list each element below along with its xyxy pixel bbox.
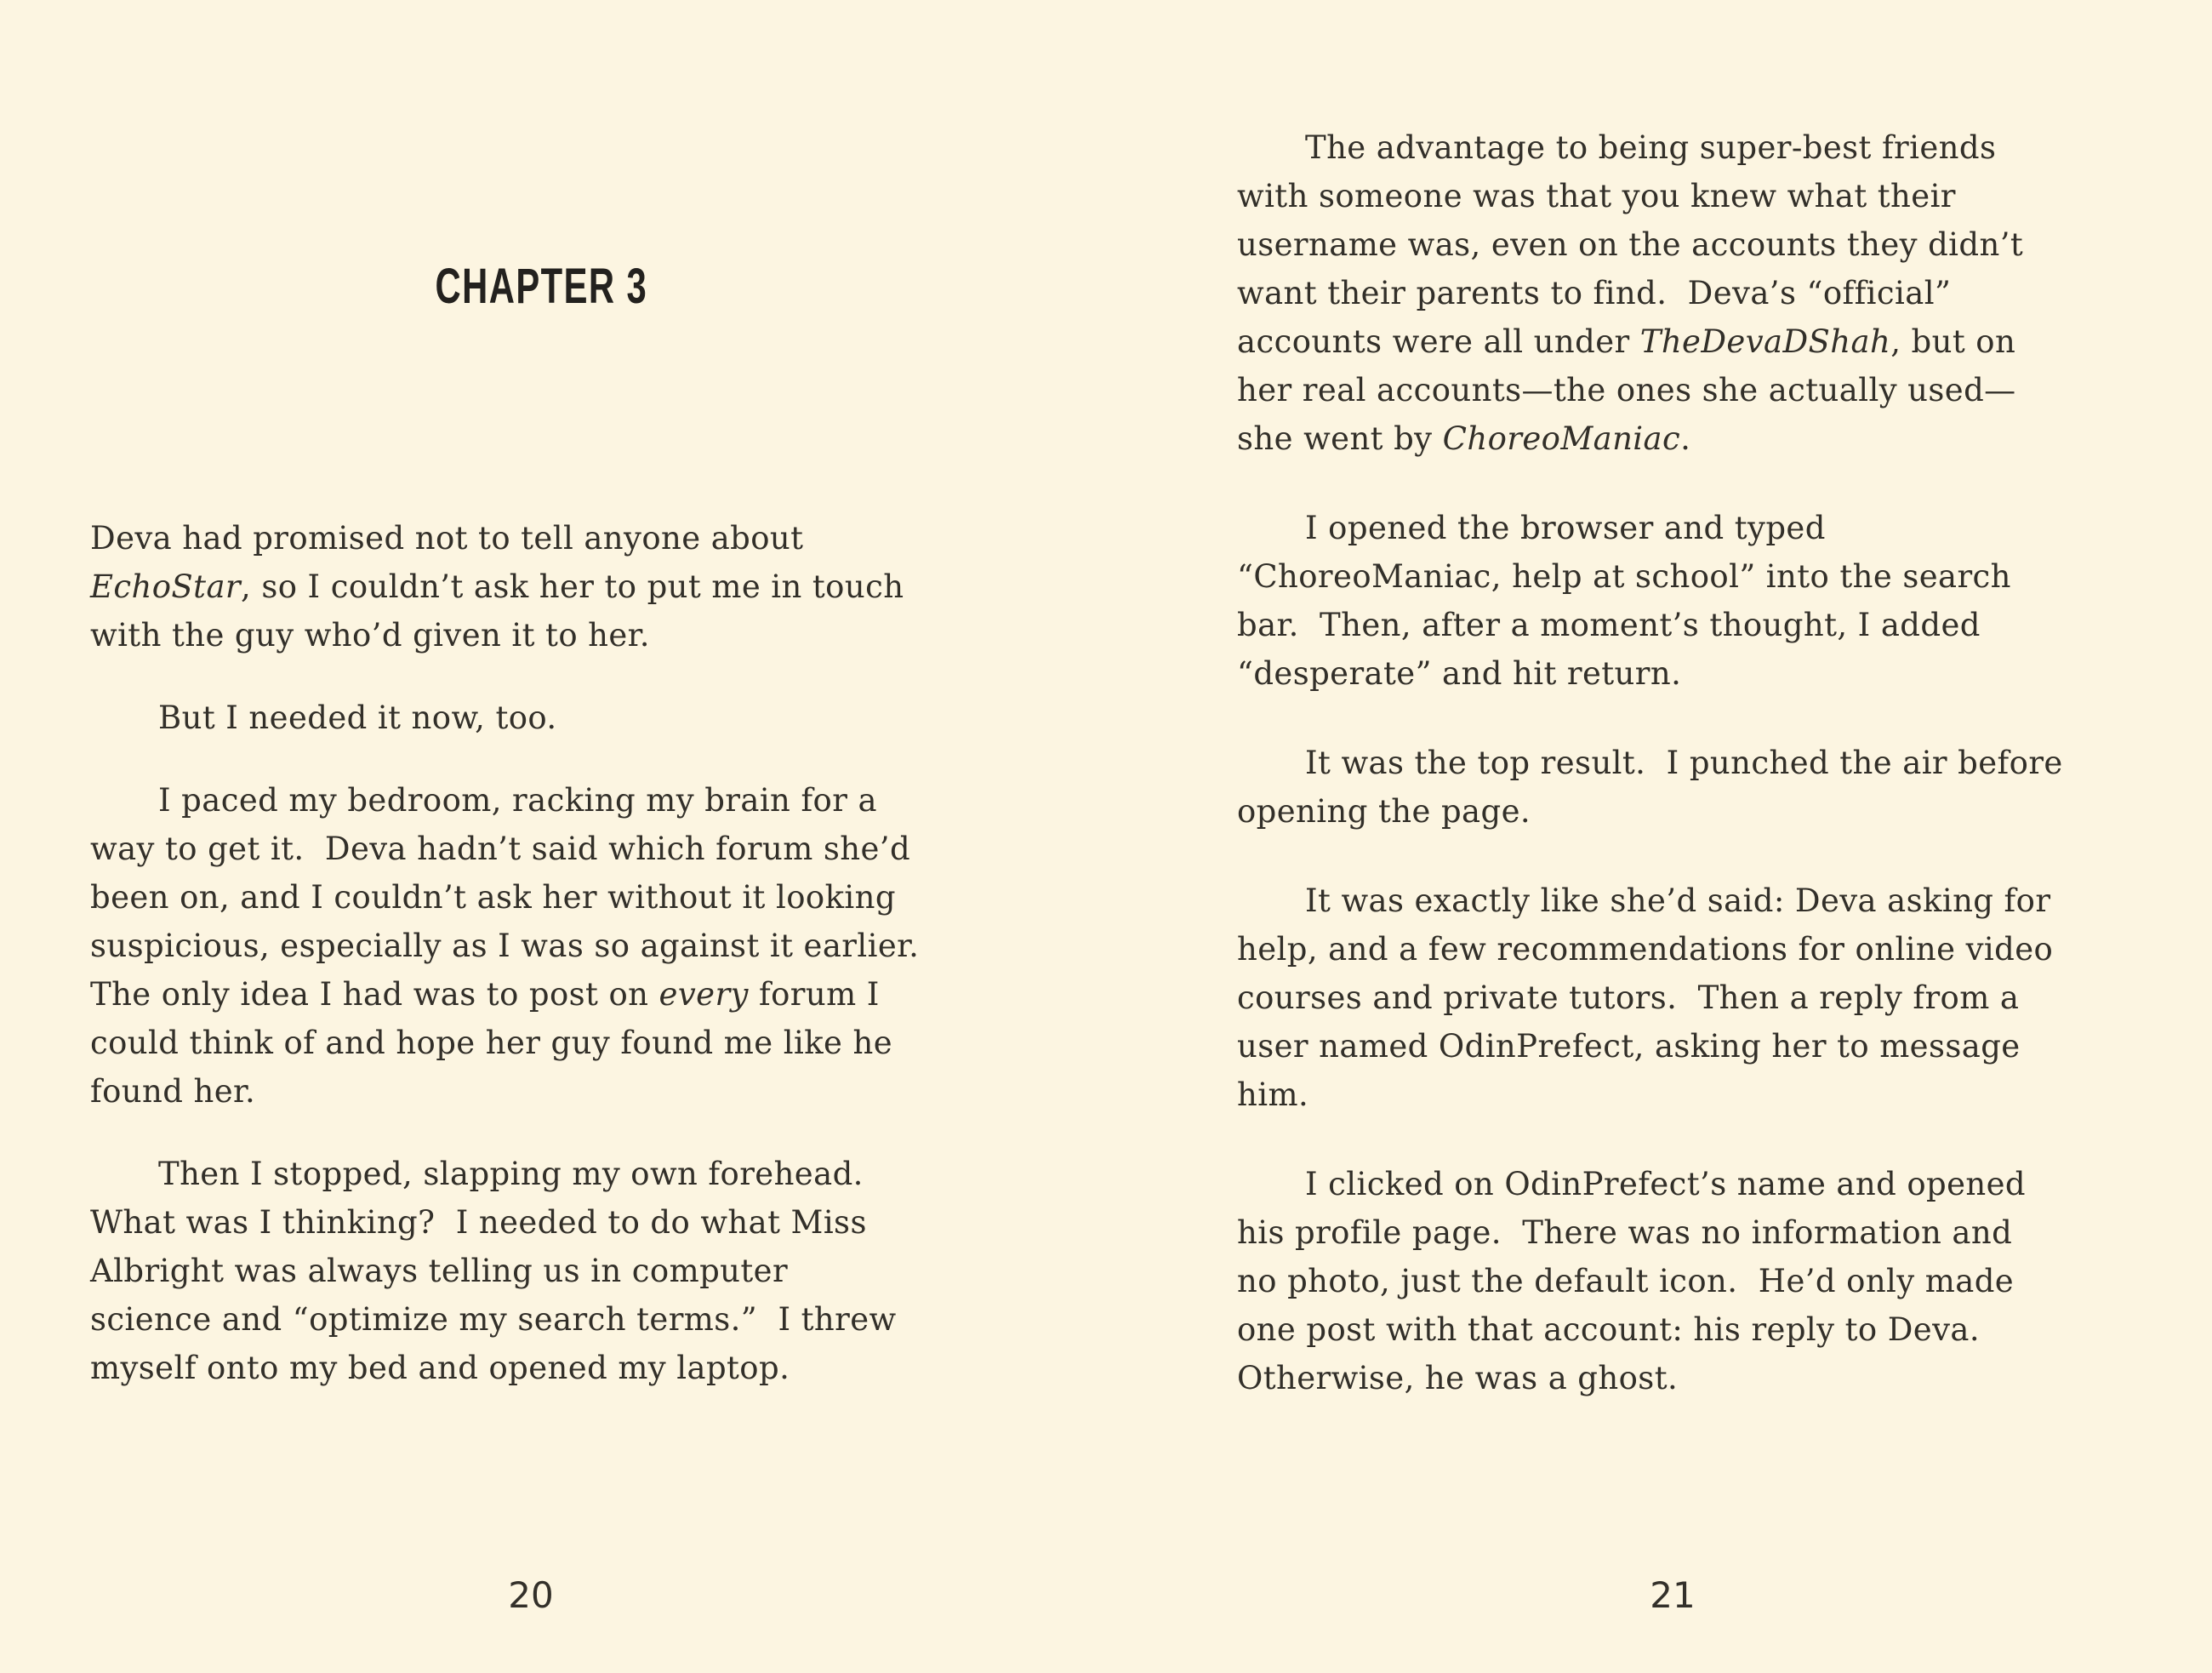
- text-segment: “desperate” and hit return.: [1237, 655, 1682, 692]
- text-line: [1237, 1071, 2156, 1119]
- text-segment: I opened the browser and typed: [1305, 510, 1826, 546]
- text-line: [90, 825, 1009, 873]
- text-segment: username was, even on the accounts they didn’t: [1237, 226, 2024, 263]
- text-segment: .: [1680, 420, 1691, 457]
- text-segment: forum I: [748, 976, 880, 1013]
- text-line: [1237, 414, 2156, 463]
- text-line: [1237, 317, 2156, 366]
- text-segment: found her.: [90, 1073, 256, 1110]
- text-line: [1237, 1305, 2156, 1354]
- italic-text-segment: every: [658, 976, 749, 1013]
- text-line: [90, 1247, 1009, 1295]
- left-page-text-block: [90, 514, 1009, 1392]
- italic-text-segment: ChoreoManiac: [1442, 420, 1681, 457]
- text-segment: one post with that account: his reply to Deva.: [1237, 1311, 1980, 1348]
- text-segment: It was exactly like she’d said: Deva asking for: [1305, 882, 2051, 919]
- text-line: [90, 776, 1009, 825]
- text-line: [1237, 739, 2156, 787]
- text-segment: opening the page.: [1237, 793, 1531, 830]
- text-line: [1237, 876, 2156, 925]
- text-segment: What was I thinking? I needed to do what Miss: [90, 1204, 867, 1241]
- paragraph: [90, 694, 1009, 742]
- text-segment: myself onto my bed and opened my laptop.: [90, 1350, 790, 1386]
- text-line: [1237, 123, 2156, 172]
- text-line: [1237, 974, 2156, 1022]
- text-line: [1237, 787, 2156, 836]
- text-segment: him.: [1237, 1076, 1309, 1113]
- paragraph: [1237, 739, 2156, 836]
- text-line: [1237, 366, 2156, 414]
- text-segment: suspicious, especially as I was so against it earlier.: [90, 928, 920, 964]
- text-line: [90, 1150, 1009, 1198]
- text-line: [1237, 1354, 2156, 1402]
- text-line: [90, 1198, 1009, 1247]
- text-segment: she went by: [1237, 420, 1443, 457]
- text-line: [90, 1295, 1009, 1344]
- text-segment: But I needed it now, too.: [158, 699, 557, 736]
- text-segment: no photo, just the default icon. He’d only made: [1237, 1263, 2015, 1299]
- paragraph: [1237, 123, 2156, 463]
- text-line: [90, 611, 1009, 659]
- text-line: [1237, 504, 2156, 552]
- text-segment: way to get it. Deva hadn’t said which forum she’d: [90, 831, 911, 867]
- text-segment: I paced my bedroom, racking my brain for a: [158, 782, 877, 819]
- text-segment: It was the top result. I punched the air before: [1305, 745, 2063, 781]
- text-segment: want their parents to find. Deva’s “official”: [1237, 275, 1952, 311]
- text-segment: Deva had promised not to tell anyone about: [90, 520, 804, 557]
- text-line: [1237, 220, 2156, 269]
- chapter-heading: [90, 259, 992, 314]
- text-segment: courses and private tutors. Then a reply from a: [1237, 979, 2020, 1016]
- paragraph: [90, 1150, 1009, 1392]
- left-page-number: 20: [508, 1574, 554, 1616]
- text-line: [90, 1019, 1009, 1067]
- text-line: [1237, 1022, 2156, 1071]
- text-line: [90, 970, 1009, 1019]
- text-line: [1237, 601, 2156, 649]
- text-segment: Albright was always telling us in computer: [90, 1253, 789, 1289]
- text-segment: with the guy who’d given it to her.: [90, 617, 650, 654]
- right-page-text-block: [1237, 123, 2156, 1402]
- text-segment: her real accounts—the ones she actually used—: [1237, 372, 2016, 408]
- text-line: [1237, 1208, 2156, 1257]
- text-segment: accounts were all under: [1237, 323, 1640, 360]
- text-line: [90, 562, 1009, 611]
- paragraph: [90, 514, 1009, 659]
- text-line: [1237, 269, 2156, 317]
- text-segment: The only idea I had was to post on: [90, 976, 659, 1013]
- text-segment: Then I stopped, slapping my own forehead.: [158, 1156, 864, 1192]
- text-segment: been on, and I couldn’t ask her without it looking: [90, 879, 896, 916]
- text-line: [90, 694, 1009, 742]
- italic-text-segment: TheDevaDShah: [1639, 323, 1891, 360]
- text-line: [1237, 649, 2156, 698]
- text-line: [1237, 1257, 2156, 1305]
- text-segment: , but on: [1890, 323, 2016, 360]
- chapter-heading-text: CHAPTER 3: [435, 259, 647, 314]
- text-line: [1237, 925, 2156, 974]
- right-page-number: 21: [1650, 1574, 1696, 1616]
- paragraph: [1237, 876, 2156, 1119]
- text-line: [1237, 172, 2156, 220]
- text-segment: could think of and hope her guy found me like he: [90, 1025, 893, 1061]
- text-line: [90, 1344, 1009, 1392]
- paragraph: [90, 776, 1009, 1116]
- text-line: [1237, 552, 2156, 601]
- text-line: [90, 514, 1009, 562]
- text-segment: I clicked on OdinPrefect’s name and opened: [1305, 1166, 2027, 1202]
- text-segment: “ChoreoManiac, help at school” into the search: [1237, 558, 2011, 595]
- text-segment: help, and a few recommendations for online video: [1237, 931, 2054, 968]
- italic-text-segment: EchoStar: [90, 568, 241, 605]
- text-segment: , so I couldn’t ask her to put me in touch: [241, 568, 904, 605]
- text-segment: user named OdinPrefect, asking her to message: [1237, 1028, 2021, 1065]
- text-line: [90, 873, 1009, 922]
- paragraph: [1237, 1160, 2156, 1402]
- text-segment: The advantage to being super-best friends: [1305, 129, 1997, 166]
- text-segment: Otherwise, he was a ghost.: [1237, 1360, 1679, 1396]
- text-segment: his profile page. There was no information and: [1237, 1214, 2013, 1251]
- text-segment: bar. Then, after a moment’s thought, I added: [1237, 607, 1981, 643]
- text-line: [1237, 1160, 2156, 1208]
- text-line: [90, 1067, 1009, 1116]
- text-line: [90, 922, 1009, 970]
- text-segment: science and “optimize my search terms.” I threw: [90, 1301, 897, 1338]
- paragraph: [1237, 504, 2156, 698]
- text-segment: with someone was that you knew what their: [1237, 178, 1956, 214]
